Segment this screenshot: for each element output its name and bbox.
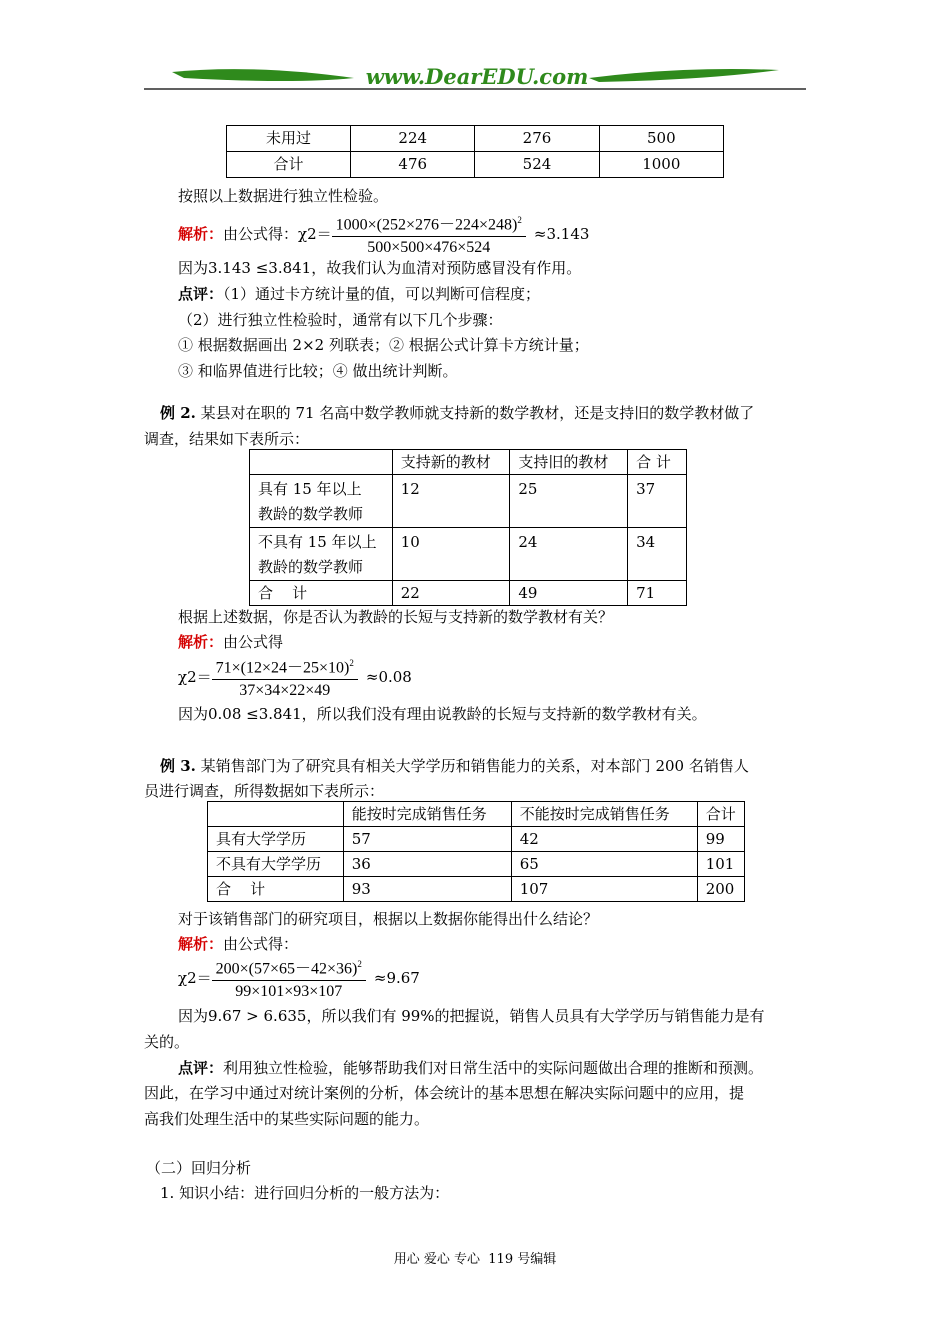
ex1-dianping-4: ③ 和临界值进行比较；④ 做出统计判断。 (178, 362, 458, 380)
table-row (250, 581, 687, 606)
logo-text: www.DearEDU.com (365, 64, 589, 89)
formula-exponent: 2 (349, 657, 354, 668)
table-cell: 24 (510, 528, 628, 581)
example-text: 某销售部门为了研究具有相关大学学历和销售能力的关系，对本部门 200 名销售人 (200, 757, 749, 775)
ex1-dianping-2: （2）进行独立性检验时，通常有以下几个步骤： (178, 311, 503, 329)
ex2-conclusion: 因为0.08 ≤3.841，所以我们没有理由说教龄的长短与支持新的数学教材有关。 (178, 705, 707, 723)
example-label: 例 2. (160, 404, 196, 422)
jiexi-label: 解析： (178, 935, 224, 953)
dianping-text: 利用独立性检验，能够帮助我们对日常生活中的实际问题做出合理的推断和预测。 (223, 1059, 764, 1077)
dianping-label: 点评： (178, 1059, 224, 1077)
jiexi-text: 由公式得：χ2＝ (223, 225, 332, 243)
table-row (227, 126, 724, 152)
table-row (250, 528, 687, 581)
header-logo (144, 58, 806, 92)
table-row (250, 475, 687, 528)
ex1-solution (178, 212, 589, 256)
table-row (208, 852, 745, 877)
table-header-cell (250, 450, 393, 475)
ex3-dianping-3: 高我们处理生活中的某些实际问题的能力。 (144, 1110, 430, 1128)
table-header-cell: 不能按时完成销售任务 (511, 802, 697, 827)
table-cell: 93 (343, 877, 511, 902)
jiexi-label: 解析： (178, 633, 224, 651)
section-item-1: 1. 知识小结：进行回归分析的一般方法为： (160, 1184, 450, 1202)
chi-label: χ2＝ (178, 969, 212, 987)
ex1-conclusion: 因为3.143 ≤3.841，故我们认为血清对预防感冒没有作用。 (178, 259, 582, 277)
table-header-cell: 能按时完成销售任务 (343, 802, 511, 827)
formula-result: ≈3.143 (533, 225, 590, 243)
chi-square-formula (212, 653, 358, 701)
dianping-label: 点评： (178, 285, 224, 303)
dianping-text: （1）通过卡方统计量的值，可以判断可信程度； (223, 285, 541, 303)
chi-square-formula (332, 210, 526, 258)
formula-denominator: 99×101×93×107 (235, 983, 343, 1001)
page-footer: 用心 爱心 专心 119 号编辑 (393, 1252, 557, 1267)
table-cell: 200 (697, 877, 744, 902)
table-cell: 1000 (599, 152, 723, 178)
ex3-conclusion-2: 关的。 (144, 1033, 190, 1051)
table-cell: 476 (351, 152, 475, 178)
formula-numerator: 200×(57×65－42×36) (215, 960, 358, 978)
table-header-cell: 合 计 (628, 450, 687, 475)
table-cell: 57 (343, 827, 511, 852)
ex3-solution (178, 934, 298, 954)
formula-numerator: 71×(12×24－25×10) (215, 659, 350, 677)
table-cell: 未用过 (227, 126, 351, 152)
ex1-dianping (178, 284, 540, 304)
table-cell: 42 (511, 827, 697, 852)
table-header-cell: 支持旧的教材 (510, 450, 628, 475)
table-serum-continuation (226, 125, 724, 178)
ex1-question: 按照以上数据进行独立性检验。 (178, 187, 389, 205)
table-header-cell: 支持新的教材 (392, 450, 510, 475)
jiexi-text: 由公式得 (223, 633, 284, 651)
formula-exponent: 2 (357, 958, 362, 969)
section-title: （二）回归分析 (146, 1159, 252, 1177)
table-cell: 34 (628, 528, 687, 581)
table-cell: 合 计 (208, 877, 344, 902)
formula-result: ≈9.67 (373, 969, 420, 987)
table-header-cell: 合计 (697, 802, 744, 827)
table-cell: 276 (475, 126, 599, 152)
table-cell: 具有 15 年以上 教龄的数学教师 (250, 475, 393, 528)
example-label: 例 3. (160, 757, 196, 775)
table-row (208, 877, 745, 902)
table-cell: 524 (475, 152, 599, 178)
jiexi-label: 解析： (178, 225, 224, 243)
formula-denominator: 37×34×22×49 (239, 682, 331, 700)
jiexi-text: 由公式得： (223, 935, 299, 953)
chi-label: χ2＝ (178, 668, 212, 686)
table-cell: 不具有大学学历 (208, 852, 344, 877)
ex3-dianping-1 (178, 1058, 763, 1078)
example-text: 某县对在职的 71 名高中数学教师就支持新的数学教材，还是支持旧的数学教材做了 (200, 404, 755, 422)
ex3-text-2: 员进行调查，所得数据如下表所示： (144, 782, 385, 800)
table-cell: 49 (510, 581, 628, 606)
table-sales (207, 801, 745, 902)
table-teachers (249, 449, 687, 606)
formula-denominator: 500×500×476×524 (367, 239, 491, 257)
table-cell: 37 (628, 475, 687, 528)
ex3-question: 对于该销售部门的研究项目，根据以上数据你能得出什么结论？ (178, 910, 599, 928)
ex2-formula-line (178, 654, 412, 700)
table-cell: 224 (351, 126, 475, 152)
table-cell: 具有大学学历 (208, 827, 344, 852)
formula-result: ≈0.08 (365, 668, 412, 686)
ex2-text-2: 调查，结果如下表所示： (144, 430, 310, 448)
table-cell: 71 (628, 581, 687, 606)
table-cell: 99 (697, 827, 744, 852)
table-cell: 不具有 15 年以上 教龄的数学教师 (250, 528, 393, 581)
formula-exponent: 2 (517, 214, 522, 225)
ex3-formula-line (178, 955, 420, 1001)
table-row (208, 827, 745, 852)
ex1-dianping-3: ① 根据数据画出 2×2 列联表；② 根据公式计算卡方统计量； (178, 336, 589, 354)
formula-numerator: 1000×(252×276－224×248) (335, 216, 518, 234)
table-cell: 合 计 (250, 581, 393, 606)
ex3-dianping-2: 因此，在学习中通过对统计案例的分析，体会统计的基本思想在解决实际问题中的应用，提 (144, 1084, 745, 1102)
table-header-cell (208, 802, 344, 827)
table-cell: 107 (511, 877, 697, 902)
table-cell: 500 (599, 126, 723, 152)
table-cell: 10 (392, 528, 510, 581)
ex3-conclusion-1: 因为9.67 > 6.635，所以我们有 99%的把握说，销售人员具有大学学历与销售能力是有 (178, 1007, 765, 1025)
table-cell: 合计 (227, 152, 351, 178)
chi-square-formula (212, 954, 366, 1002)
ex2-text-1 (160, 403, 754, 423)
table-header-row (208, 802, 745, 827)
table-cell: 22 (392, 581, 510, 606)
ex3-text-1 (160, 756, 749, 776)
ex2-question: 根据上述数据，你是否认为教龄的长短与支持新的数学教材有关？ (178, 608, 614, 626)
table-cell: 65 (511, 852, 697, 877)
table-row (227, 152, 724, 178)
table-cell: 12 (392, 475, 510, 528)
table-cell: 25 (510, 475, 628, 528)
table-header-row (250, 450, 687, 475)
table-cell: 36 (343, 852, 511, 877)
table-cell: 101 (697, 852, 744, 877)
ex2-solution (178, 632, 283, 652)
